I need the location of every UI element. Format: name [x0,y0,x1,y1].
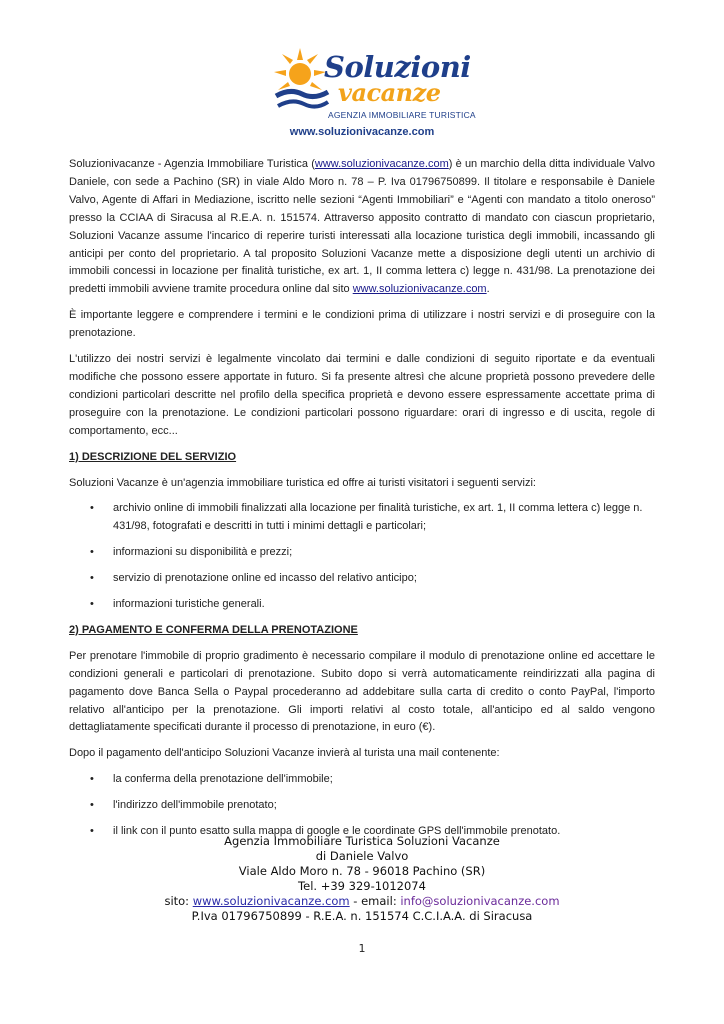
bullet-icon: • [90,502,94,515]
footer-contacts: sito: www.soluzionivacanze.com - email: info@soluzionivacanze.com [164,894,560,908]
footer-registration: P.Iva 01796750899 - R.E.A. n. 151574 C.C.I.A.A. di Siracusa [191,909,533,923]
page-number: 1 [358,942,366,955]
list-item: • l'indirizzo dell'immobile prenotato; [69,797,655,815]
list-item: • informazioni su disponibilità e prezzi; [69,544,655,562]
page-footer [0,834,724,924]
list-item: • informazioni turistiche generali. [69,596,655,614]
list-item: • la conferma della prenotazione dell'immobile; [69,771,655,789]
bullet-icon: • [90,546,94,559]
site-link[interactable]: www.soluzionivacanze.com [352,283,487,296]
footer-address: Viale Aldo Moro n. 78 - 96018 Pachino (SR) [238,864,486,878]
footer-phone: Tel. +39 329-1012074 [298,879,426,893]
list-item: • archivio online di immobili finalizzati alla locazione per finalità turistiche, ex art. 1, II comma lettera c) legge n. 431/98, fotografati e descritti in tutti i minimi dettagli e particolari; [90,502,643,533]
email-contents-lead: Dopo il pagamento dell'anticipo Soluzioni Vacanze invierà al turista una mail contenente: [69,747,500,760]
list-item: • servizio di prenotazione online ed incasso del relativo anticipo; [69,570,655,588]
company-logo [270,44,476,124]
section-lead: Soluzioni Vacanze è un'agenzia immobiliare turistica ed offre ai turisti visitatori i seguenti servizi: [69,476,536,489]
conditions-paragraph: L'utilizzo dei nostri servizi è legalmente vincolato dai termini e dalle condizioni di seguito riportate e da eventuali modifiche che possono essere apportate in futuro. Si fa presente altresì che alcune proprietà possono prevedere delle condizioni particolari descritte nel profilo della specifica proprietà e devono essere espressamente accettate prima di proseguire con la prenotazione. Le condizioni particolari possono riguardare: orari di ingresso e di uscita, regole di comportamento, ecc... [69,353,655,437]
bullet-icon: • [90,799,94,812]
logo-word-vacanze: vacanze [338,78,441,107]
services-list [69,500,655,614]
intro-paragraph: Soluzionivacanze - Agenzia Immobiliare Turistica (www.soluzionivacanze.com) è un marchio della ditta individuale Valvo Daniele, con sede a Pachino (SR) in viale Aldo Moro n. 78 – P. Iva 01796750899. Il titolare e responsabile è Daniele Valvo, Agente di Affari in Mediazione, iscritto nelle sezioni “Agenti Immobiliari” e “Agenti con mandato a titolo oneroso” presso la CCIAA di Siracusa al R.E.A. n. 151574. Attraverso apposito contratto di mandato con ciascun proprietario, Soluzioni Vacanze assume l'incarico di reperire turisti interessati alla locazione turistica degli immobili, incassando gli anticipi per conto del proprietario. A tal proposito Soluzioni Vacanze mette a disposizione degli utenti un archivio di immobili concessi in locazione per finalità turistiche, ex art. 1, II comma lettera c) legge n. 431/98. La prenotazione dei predetti immobili avviene tramite procedura online dal sito www.soluzionivacanze.com. [69,158,655,296]
terms-notice-paragraph: È importante leggere e comprendere i termini e le condizioni prima di utilizzare i nostri servizi e di proseguire con la prenotazione. [69,309,655,340]
site-link[interactable]: www.soluzionivacanze.com [314,158,449,170]
sun-waves-icon [270,44,330,120]
document-body [69,156,655,849]
payment-paragraph: Per prenotare l'immobile di proprio gradimento è necessario compilare il modulo di prenotazione online ed accettare le condizioni generali e particolari di prenotazione. Subito dopo si verrà automaticamente reindirizzati alla pagina di pagamento dove Banca Sella o Paypal procederanno ad addebitare sulla carta di credito o conto PayPal, l'importo relativo all'anticipo per la prenotazione. Gli importi relativi al costo totale, all'anticipo ed al saldo vengono dettagliatamente specificati durante il processo di prenotazione, in euro (€). [69,649,655,734]
logo-word-soluzioni: Soluzioni [324,50,471,84]
logo-subtitle: AGENZIA IMMOBILIARE TURISTICA [328,110,476,120]
bullet-icon: • [90,773,94,786]
section-heading: 2) PAGAMENTO E CONFERMA DELLA PRENOTAZIONE [69,623,358,636]
section-heading: 1) DESCRIZIONE DEL SERVIZIO [69,450,237,463]
footer-owner: di Daniele Valvo [315,849,409,863]
footer-site-link[interactable]: www.soluzionivacanze.com [192,894,350,908]
footer-email-link[interactable]: info@soluzionivacanze.com [400,894,560,908]
bullet-icon: • [90,825,94,838]
header-site-url[interactable]: www.soluzionivacanze.com [289,126,435,138]
list-item: • il link con il punto esatto sulla mappa di google e le coordinate GPS dell'immobile prenotato. [69,823,655,841]
email-contents-list [69,771,655,841]
footer-company: Agenzia Immobiliare Turistica Soluzioni Vacanze [224,834,500,848]
bullet-icon: • [90,598,94,611]
bullet-icon: • [90,572,94,585]
